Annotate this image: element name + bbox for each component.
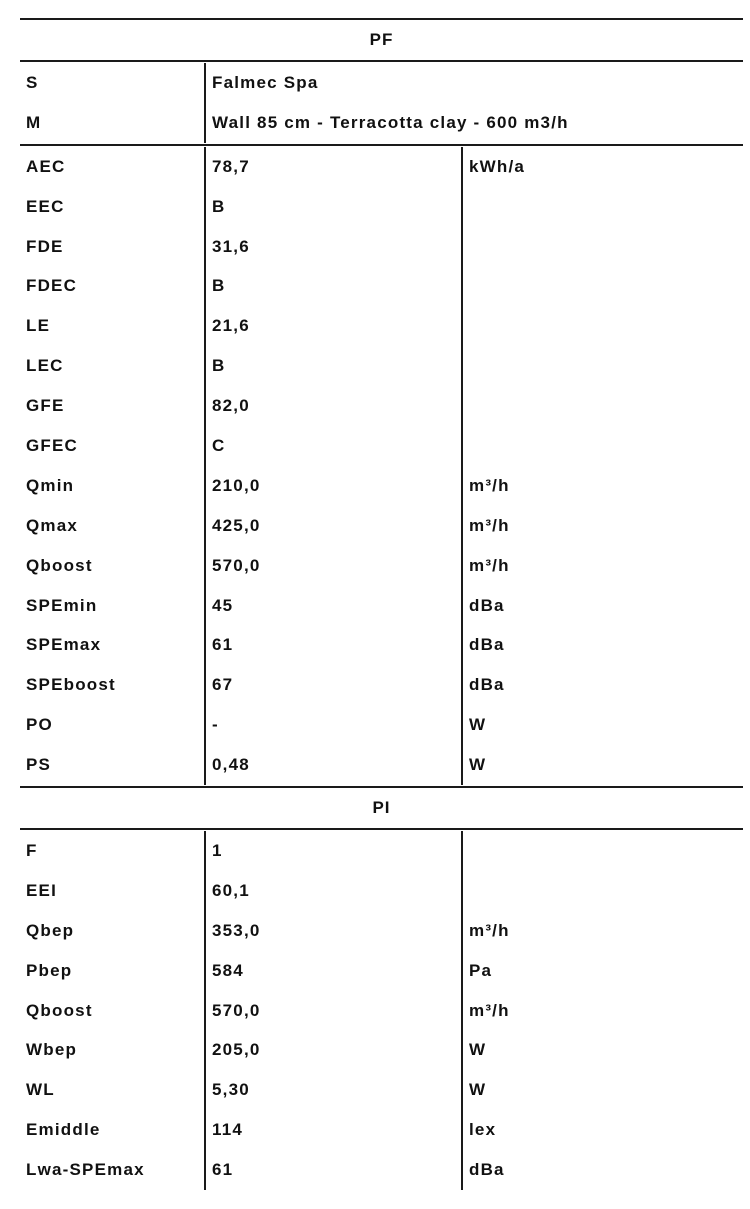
row-label: FDE (20, 227, 206, 267)
row-unit (463, 871, 743, 911)
table-row (20, 506, 743, 546)
table-row (20, 1030, 743, 1070)
row-value: 78,7 (206, 147, 463, 187)
row-value: B (206, 346, 463, 386)
row-value: 1 (206, 831, 463, 871)
row-unit: m³/h (469, 920, 510, 940)
row-label: EEI (20, 871, 206, 911)
table-row (20, 625, 743, 665)
row-unit: kWh/a (469, 156, 526, 176)
row-label: AEC (20, 147, 206, 187)
header-block (20, 62, 743, 144)
row-value: 425,0 (206, 506, 463, 546)
row-value: C (206, 426, 463, 466)
row-label: Qboost (20, 546, 206, 586)
row-label: Qmax (20, 506, 206, 546)
row-label: WL (20, 1070, 206, 1110)
table-row (20, 227, 743, 267)
section-title-pi: PI (372, 798, 391, 818)
row-value: 205,0 (206, 1030, 463, 1070)
row-value: 67 (206, 665, 463, 705)
row-value: B (206, 187, 463, 227)
supplier-value: Falmec Spa (212, 72, 319, 92)
row-value: B (206, 266, 463, 306)
row-unit: W (469, 1080, 487, 1100)
row-label: Qmin (20, 466, 206, 506)
row-unit: Pa (469, 960, 493, 980)
table-row (20, 1070, 743, 1110)
row-label: F (20, 831, 206, 871)
row-value: 61 (206, 625, 463, 665)
pi-rows (20, 830, 743, 1191)
row-value: 584 (206, 951, 463, 991)
row-label: Emiddle (20, 1110, 206, 1150)
row-value: 45 (206, 586, 463, 626)
row-unit (463, 227, 743, 267)
row-unit (463, 306, 743, 346)
table-row (20, 951, 743, 991)
table-row (20, 705, 743, 745)
row-value: 5,30 (206, 1070, 463, 1110)
pf-rows (20, 146, 743, 786)
row-label: Pbep (20, 951, 206, 991)
table-row (20, 386, 743, 426)
row-value: 31,6 (206, 227, 463, 267)
row-unit: W (469, 1040, 487, 1060)
row-label: SPEboost (20, 665, 206, 705)
table-row (20, 665, 743, 705)
row-label: LEC (20, 346, 206, 386)
row-unit (463, 426, 743, 466)
row-label: Lwa-SPEmax (20, 1150, 206, 1190)
row-unit: W (469, 755, 487, 775)
row-unit (463, 187, 743, 227)
row-label: Qbep (20, 911, 206, 951)
row-unit (463, 831, 743, 871)
row-unit: dBa (469, 595, 505, 615)
row-unit: m³/h (469, 1000, 510, 1020)
row-label: FDEC (20, 266, 206, 306)
row-unit: lex (469, 1120, 497, 1140)
row-value: 21,6 (206, 306, 463, 346)
row-value: 353,0 (206, 911, 463, 951)
row-value: 82,0 (206, 386, 463, 426)
table-row (20, 187, 743, 227)
product-fiche-table (20, 18, 743, 1191)
table-row (20, 306, 743, 346)
row-value: 60,1 (206, 871, 463, 911)
row-label: LE (20, 306, 206, 346)
row-label: PO (20, 705, 206, 745)
row-unit: dBa (469, 1160, 505, 1180)
row-label: SPEmin (20, 586, 206, 626)
row-label: Wbep (20, 1030, 206, 1070)
row-label: Qboost (20, 991, 206, 1031)
supplier-row (20, 63, 743, 103)
row-label: GFEC (20, 426, 206, 466)
model-value: Wall 85 cm - Terracotta clay - 600 m3/h (212, 112, 569, 132)
row-unit: dBa (469, 675, 505, 695)
table-row (20, 466, 743, 506)
table-row (20, 346, 743, 386)
row-value: 570,0 (206, 991, 463, 1031)
supplier-label: S (20, 63, 206, 103)
table-row (20, 266, 743, 306)
table-row (20, 1150, 743, 1190)
row-unit: m³/h (469, 515, 510, 535)
model-row (20, 103, 743, 143)
table-row (20, 991, 743, 1031)
row-value: - (206, 705, 463, 745)
table-row (20, 831, 743, 871)
row-value: 570,0 (206, 546, 463, 586)
row-unit: dBa (469, 635, 505, 655)
row-value: 210,0 (206, 466, 463, 506)
row-unit: m³/h (469, 475, 510, 495)
row-unit: m³/h (469, 555, 510, 575)
row-value: 0,48 (206, 745, 463, 785)
row-label: SPEmax (20, 625, 206, 665)
table-row (20, 911, 743, 951)
row-unit: W (469, 715, 487, 735)
table-row (20, 745, 743, 785)
row-value: 114 (206, 1110, 463, 1150)
table-row (20, 586, 743, 626)
row-value: 61 (206, 1150, 463, 1190)
row-unit (463, 346, 743, 386)
table-row (20, 147, 743, 187)
table-row (20, 546, 743, 586)
model-label: M (20, 103, 206, 143)
row-label: GFE (20, 386, 206, 426)
section-title-pf: PF (369, 30, 394, 49)
row-label: EEC (20, 187, 206, 227)
table-row (20, 871, 743, 911)
row-unit (463, 266, 743, 306)
table-row (20, 1110, 743, 1150)
row-unit (463, 386, 743, 426)
row-label: PS (20, 745, 206, 785)
table-row (20, 426, 743, 466)
